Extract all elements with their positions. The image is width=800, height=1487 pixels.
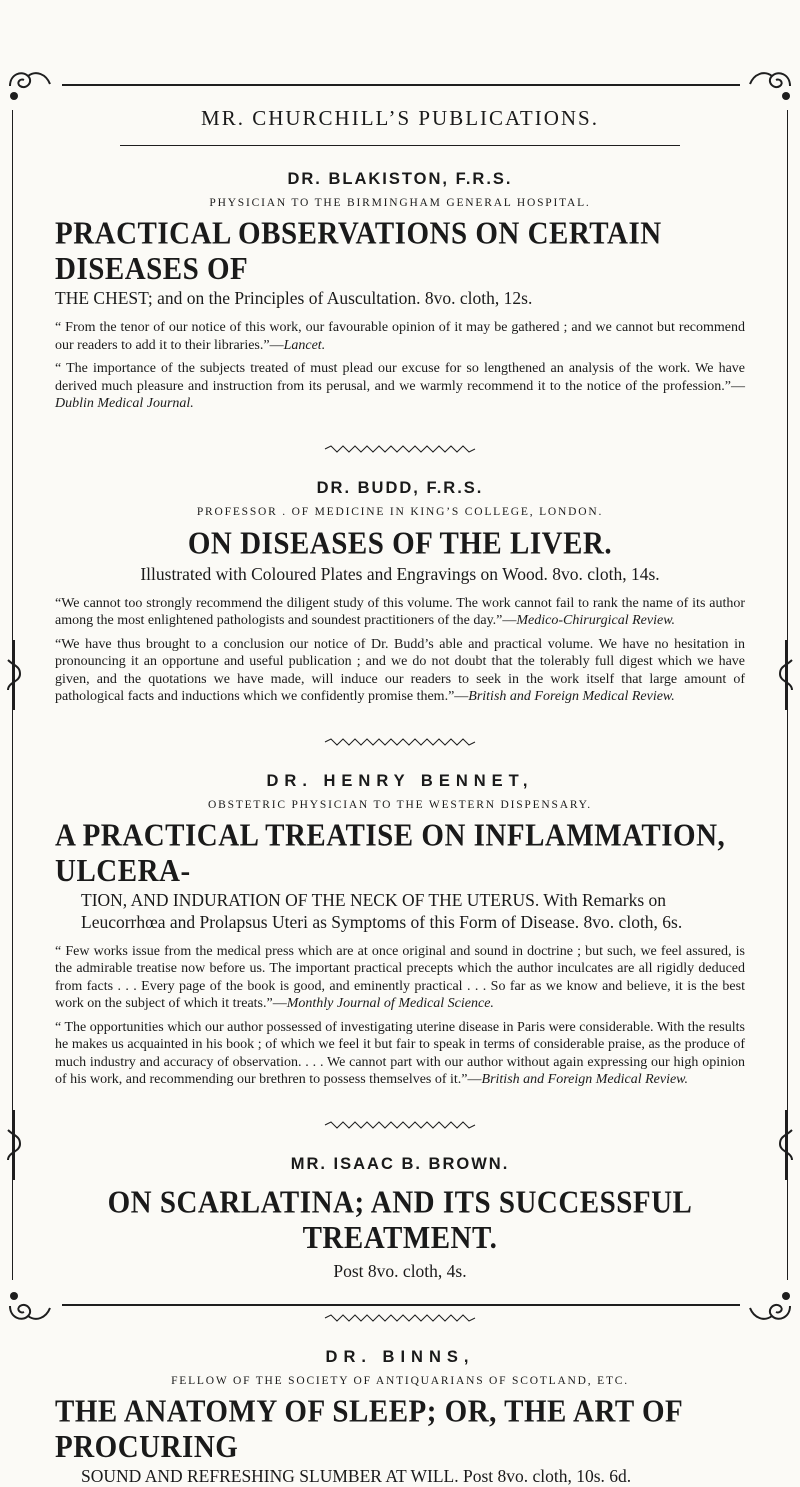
section-divider (325, 1314, 475, 1322)
entry-title: A PRACTICAL TREATISE ON INFLAMMATION, ULCERA- (55, 817, 726, 889)
review-quote-text: “ Few works issue from the medical press which are at once original and sound in doctrine ; but such, we feel assured, is the admirable treatise now before us. The important practical precepts which the author inculcates are all rigidly deduced from facts . . . Every page of the book is good, and eminently practical . . . So far as we know and believe, it is the best work on the subject of which it treats.”— (55, 943, 745, 1011)
entry-title: THE ANATOMY OF SLEEP; OR, THE ART OF PROCURING (55, 1393, 683, 1465)
review-quote-text: “We cannot too strongly recommend the diligent study of this volume. The work cannot fail to rank the name of its author among the most enlightened pathologists and soundest practitioners of the day.”— (55, 595, 745, 628)
review-quote (55, 595, 745, 630)
entry-author: MR. ISAAC B. BROWN. (290, 1154, 510, 1173)
entry-binns (55, 1348, 745, 1487)
entry-blakiston (55, 170, 745, 413)
review-quote (55, 360, 745, 413)
review-source: Monthly Journal of Medical Science. (286, 996, 494, 1011)
review-quote-text: “ The opportunities which our author possessed of investigating uterine disease in Paris were considerable. With the results he makes us acquainted in his book ; of which we feel it but fair to speak in terms of considerable praise, as the produce of much industry and accuracy of observation. . . . We cannot part with our author without again expressing our high opinion of his work, and recommending our brethren to possess themselves of it.”— (55, 1019, 745, 1087)
entry-budd (55, 479, 745, 706)
review-quote (55, 943, 745, 1013)
running-head: MR. CHURCHILL’S PUBLICATIONS. (201, 106, 599, 130)
section-divider (325, 445, 475, 453)
entry-subtitle: SOUND AND REFRESHING SLUMBER AT WILL. Post 8vo. cloth, 10s. 6d. (81, 1465, 632, 1486)
corner-ornament-top-left (6, 66, 52, 106)
entry-title: ON DISEASES OF THE LIVER. (187, 526, 613, 561)
corner-ornament-bottom-left (6, 1286, 52, 1326)
section-divider (325, 1121, 475, 1129)
entry-bennet (55, 772, 745, 1089)
entry-author-position: FELLOW OF THE SOCIETY OF ANTIQUARIANS OF SCOTLAND, ETC. (171, 1374, 629, 1387)
main-content (55, 170, 745, 1487)
review-source: British and Foreign Medical Review. (481, 1072, 688, 1087)
entry-author: DR. HENRY BENNET, (266, 771, 534, 790)
edge-ornament-right-upper (776, 640, 796, 710)
entry-author: DR. BUDD, F.R.S. (316, 478, 484, 497)
entry-author-position: PROFESSOR . OF MEDICINE IN KING’S COLLEGE, LONDON. (196, 505, 604, 518)
review-quote (55, 319, 745, 354)
edge-ornament-left-upper (4, 640, 24, 710)
entry-subtitle: Post 8vo. cloth, 4s. (333, 1260, 467, 1281)
review-quote (55, 636, 745, 706)
review-quote-text: “ The importance of the subjects treated of must plead our excuse for so lengthened an analysis of the work. We have derived much pleasure and instruction from its perusal, and we warmly recommend it to the notice of the profession.”— (55, 361, 745, 394)
frame-top-rule (62, 84, 740, 86)
entry-subtitle: Illustrated with Coloured Plates and Engravings on Wood. 8vo. cloth, 14s. (140, 563, 660, 584)
review-quote-text: “ From the tenor of our notice of this work, our favourable opinion of it may be gathered ; and we cannot but recommend our readers to add it to their libraries.”— (55, 320, 745, 353)
entry-subtitle: TION, AND INDURATION OF THE NECK OF THE UTERUS. With Remarks on Leucorrhœa and Prolapsus Uteri as Symptoms of this Form of Disease. 8vo. cloth, 6s. (81, 889, 683, 932)
entry-author-position: OBSTETRIC PHYSICIAN TO THE WESTERN DISPENSARY. (208, 798, 592, 811)
entry-title: PRACTICAL OBSERVATIONS ON CERTAIN DISEASES OF (55, 216, 662, 287)
review-quote-text: “We have thus brought to a conclusion our notice of Dr. Budd’s able and practical volume. We have no hesitation in pronouncing it an opportune and useful publication ; and we do not doubt that the tolerably full digest which we have given, and the quotations we have made, will induce our readers to seek in the work itself that large amount of pathological facts and inductions which we confidently promise them.”— (55, 636, 745, 704)
review-source: Lancet. (283, 337, 326, 353)
review-source: Dublin Medical Journal. (55, 396, 194, 411)
entry-author-position: PHYSICIAN TO THE BIRMINGHAM GENERAL HOSPITAL. (209, 197, 591, 209)
edge-ornament-left-lower (4, 1110, 24, 1180)
review-quote (55, 1019, 745, 1089)
entry-brown (55, 1155, 745, 1282)
entry-title: ON SCARLATINA; AND ITS SUCCESSFUL TREATMENT. (107, 1184, 693, 1256)
review-source: Medico-Chirurgical Review. (516, 613, 676, 628)
review-source: British and Foreign Medical Review. (468, 689, 675, 704)
corner-ornament-top-right (748, 66, 794, 106)
entry-author: DR. BLAKISTON, F.R.S. (287, 170, 513, 188)
corner-ornament-bottom-right (748, 1286, 794, 1326)
edge-ornament-right-lower (776, 1110, 796, 1180)
section-divider (325, 738, 475, 746)
frame-header-rule (120, 145, 680, 146)
entry-subtitle: THE CHEST; and on the Principles of Auscultation. 8vo. cloth, 12s. (55, 288, 533, 308)
entry-author: DR. BINNS, (325, 1347, 475, 1366)
